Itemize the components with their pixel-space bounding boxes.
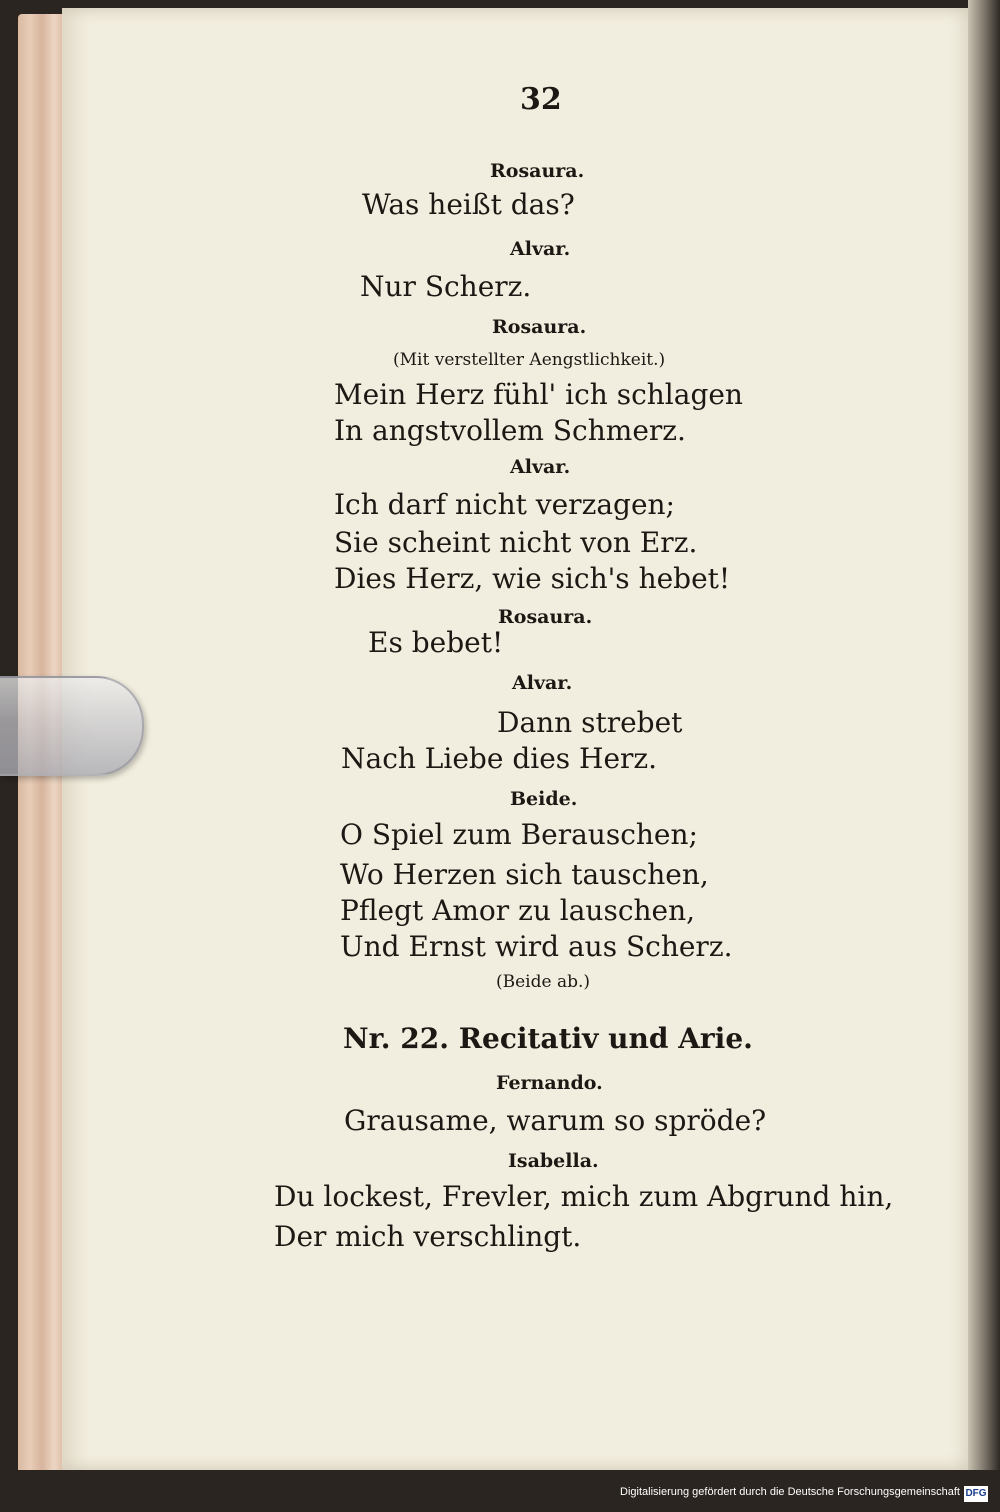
- verse-line: Nach Liebe dies Herz.: [341, 742, 658, 775]
- verse-line: Ich darf nicht verzagen;: [334, 488, 675, 521]
- verse-line: Dann strebet: [497, 706, 683, 739]
- verse-line: Nur Scherz.: [360, 270, 532, 303]
- verse-line: Was heißt das?: [362, 188, 575, 221]
- verse-line: Es bebet!: [368, 626, 504, 659]
- speaker-label: Rosaura.: [490, 160, 585, 182]
- speaker-label: Rosaura.: [492, 316, 587, 338]
- page-number: 32: [520, 82, 562, 117]
- verse-line: O Spiel zum Berauschen;: [340, 818, 698, 851]
- digitization-credit: Digitalisierung gefördert durch die Deutsche Forschungsgemeinschaft: [620, 1486, 960, 1498]
- stage-direction: (Mit verstellter Aengstlichkeit.): [393, 350, 666, 370]
- verse-line: Mein Herz fühl' ich schlagen: [334, 378, 743, 411]
- binding-shadow: [968, 0, 1000, 1512]
- verse-line: Sie scheint nicht von Erz.: [334, 526, 698, 559]
- stage-direction: (Beide ab.): [496, 972, 591, 992]
- verse-line: Du lockest, Frevler, mich zum Abgrund hin,: [274, 1180, 894, 1213]
- page-clip: [0, 676, 144, 776]
- verse-line: Wo Herzen sich tauschen,: [340, 858, 709, 891]
- dfg-logo: DFG: [964, 1486, 988, 1502]
- verse-line: Dies Herz, wie sich's hebet!: [334, 562, 731, 595]
- speaker-label: Alvar.: [510, 238, 571, 260]
- speaker-label: Beide.: [510, 788, 578, 810]
- verse-line: In angstvollem Schmerz.: [334, 414, 686, 447]
- speaker-label: Alvar.: [510, 456, 571, 478]
- section-heading: Nr. 22. Recitativ und Arie.: [343, 1022, 753, 1055]
- verse-line: Grausame, warum so spröde?: [344, 1104, 767, 1137]
- speaker-label: Rosaura.: [498, 606, 593, 628]
- verse-line: Der mich verschlingt.: [274, 1220, 582, 1253]
- speaker-label: Alvar.: [512, 672, 573, 694]
- speaker-label: Fernando.: [496, 1072, 603, 1094]
- verse-line: Und Ernst wird aus Scherz.: [340, 930, 733, 963]
- speaker-label: Isabella.: [508, 1150, 599, 1172]
- verse-line: Pflegt Amor zu lauschen,: [340, 894, 696, 927]
